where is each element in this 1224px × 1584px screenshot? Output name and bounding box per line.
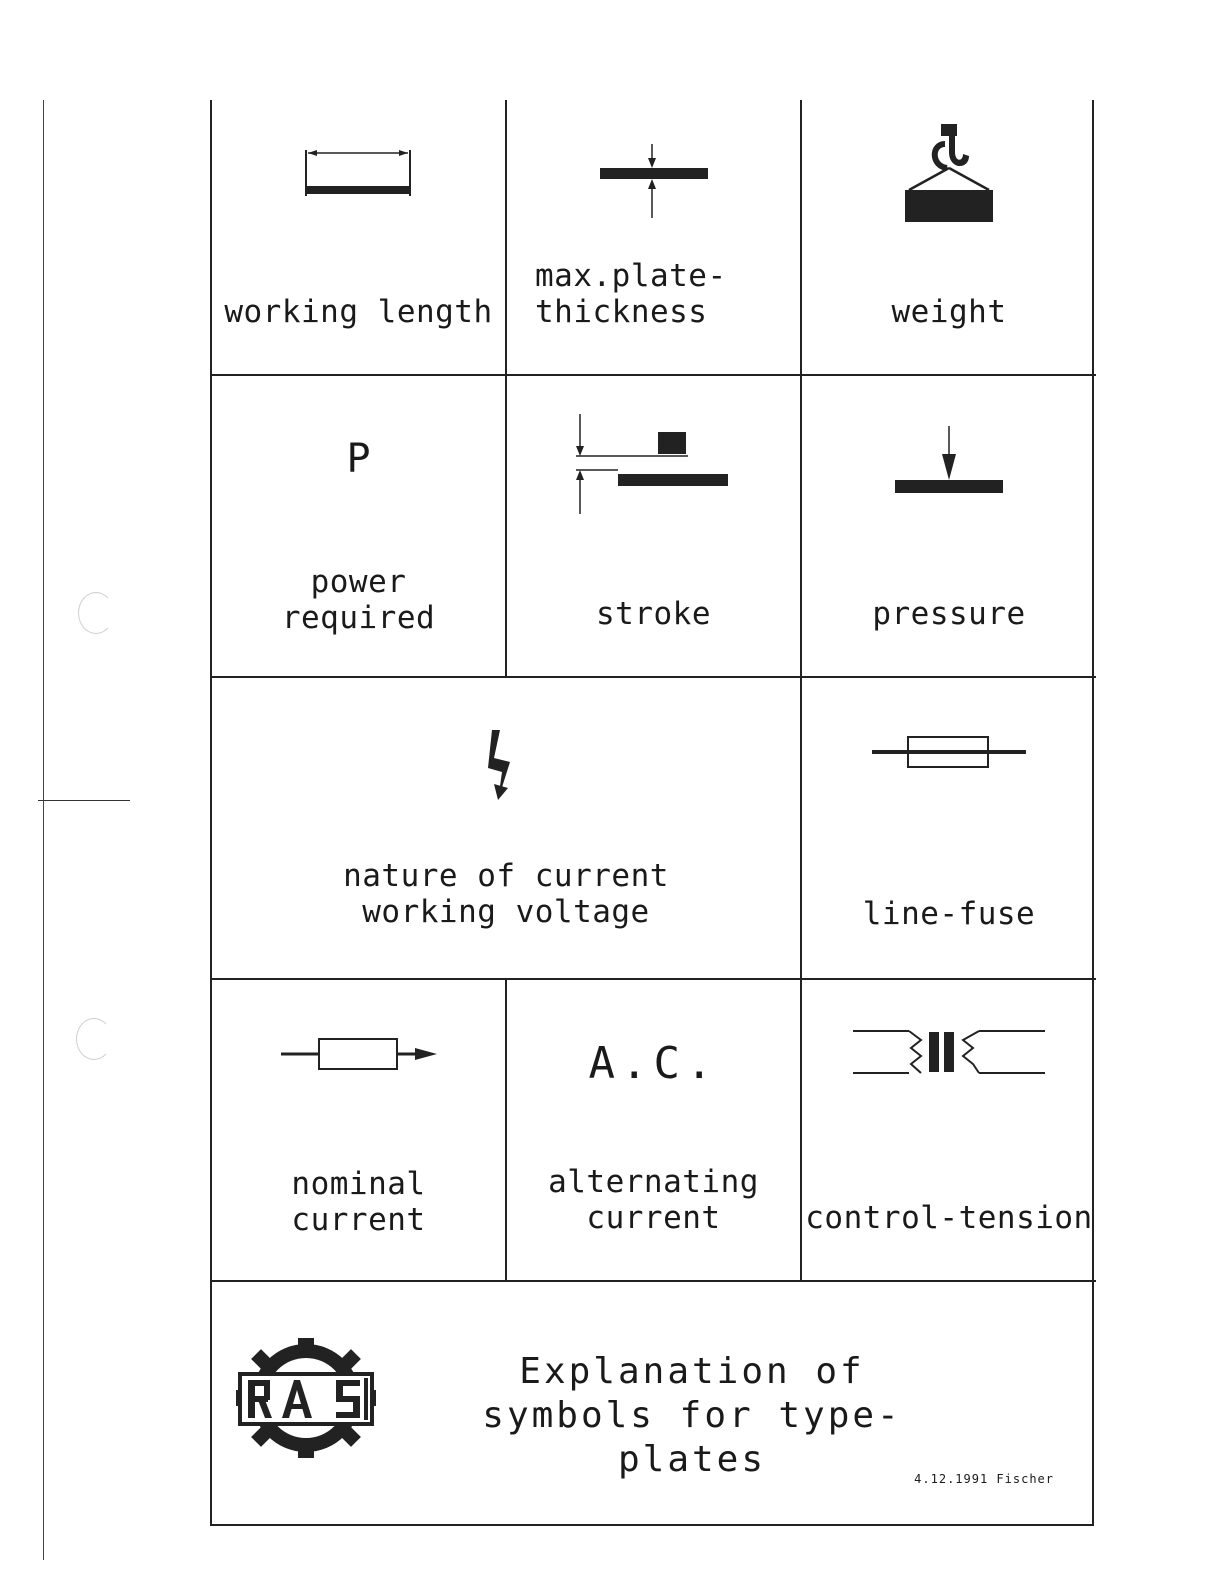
ras-logo [236, 1338, 376, 1462]
pressure-label: pressure [872, 596, 1026, 632]
punch-hole [76, 1018, 112, 1060]
cell-power-required [212, 376, 507, 678]
document-title: Explanation of symbols for type-plates [482, 1351, 902, 1480]
cell-pressure [802, 376, 1096, 678]
weight-label: weight [891, 294, 1007, 330]
stroke-label: stroke [596, 596, 711, 632]
cell-control-tension [802, 980, 1096, 1282]
cell-alternating-current [507, 980, 802, 1282]
pressure-icon [802, 424, 1096, 496]
punch-hole [78, 592, 114, 634]
control-tension-icon [802, 1028, 1096, 1076]
ac-symbol: A.C. [588, 1038, 719, 1089]
date-signature: 4.12.1991 Fischer [914, 1472, 1054, 1486]
cell-stroke [507, 376, 802, 678]
weight-icon [802, 122, 1096, 226]
cell-nominal-current [212, 980, 507, 1282]
plate-thickness-icon [507, 144, 800, 220]
lightning-icon [212, 728, 800, 802]
alternating-current-label: alternating current [548, 1164, 759, 1236]
cell-plate-thickness [507, 100, 802, 376]
working-length-icon [212, 146, 505, 200]
line-fuse-label: line-fuse [862, 896, 1036, 932]
title-block [212, 1282, 1096, 1526]
cell-weight [802, 100, 1096, 376]
nominal-current-icon [212, 1036, 505, 1072]
symbol-table [210, 100, 1094, 1526]
stroke-icon [507, 412, 800, 516]
working-length-label: working length [224, 294, 493, 330]
cell-nature-of-current [212, 678, 802, 980]
margin-line [43, 100, 44, 1560]
cell-line-fuse [802, 678, 1096, 980]
margin-tick [38, 800, 130, 801]
power-label: power required [281, 564, 436, 636]
cell-working-length [212, 100, 507, 376]
plate-thickness-label: max.plate- thickness [535, 258, 727, 330]
nominal-current-label: nominal current [291, 1166, 426, 1238]
line-fuse-icon [802, 734, 1096, 770]
nature-of-current-label: nature of current working voltage [343, 858, 669, 930]
power-symbol: P [346, 436, 371, 482]
control-tension-label: control-tension [805, 1200, 1093, 1236]
